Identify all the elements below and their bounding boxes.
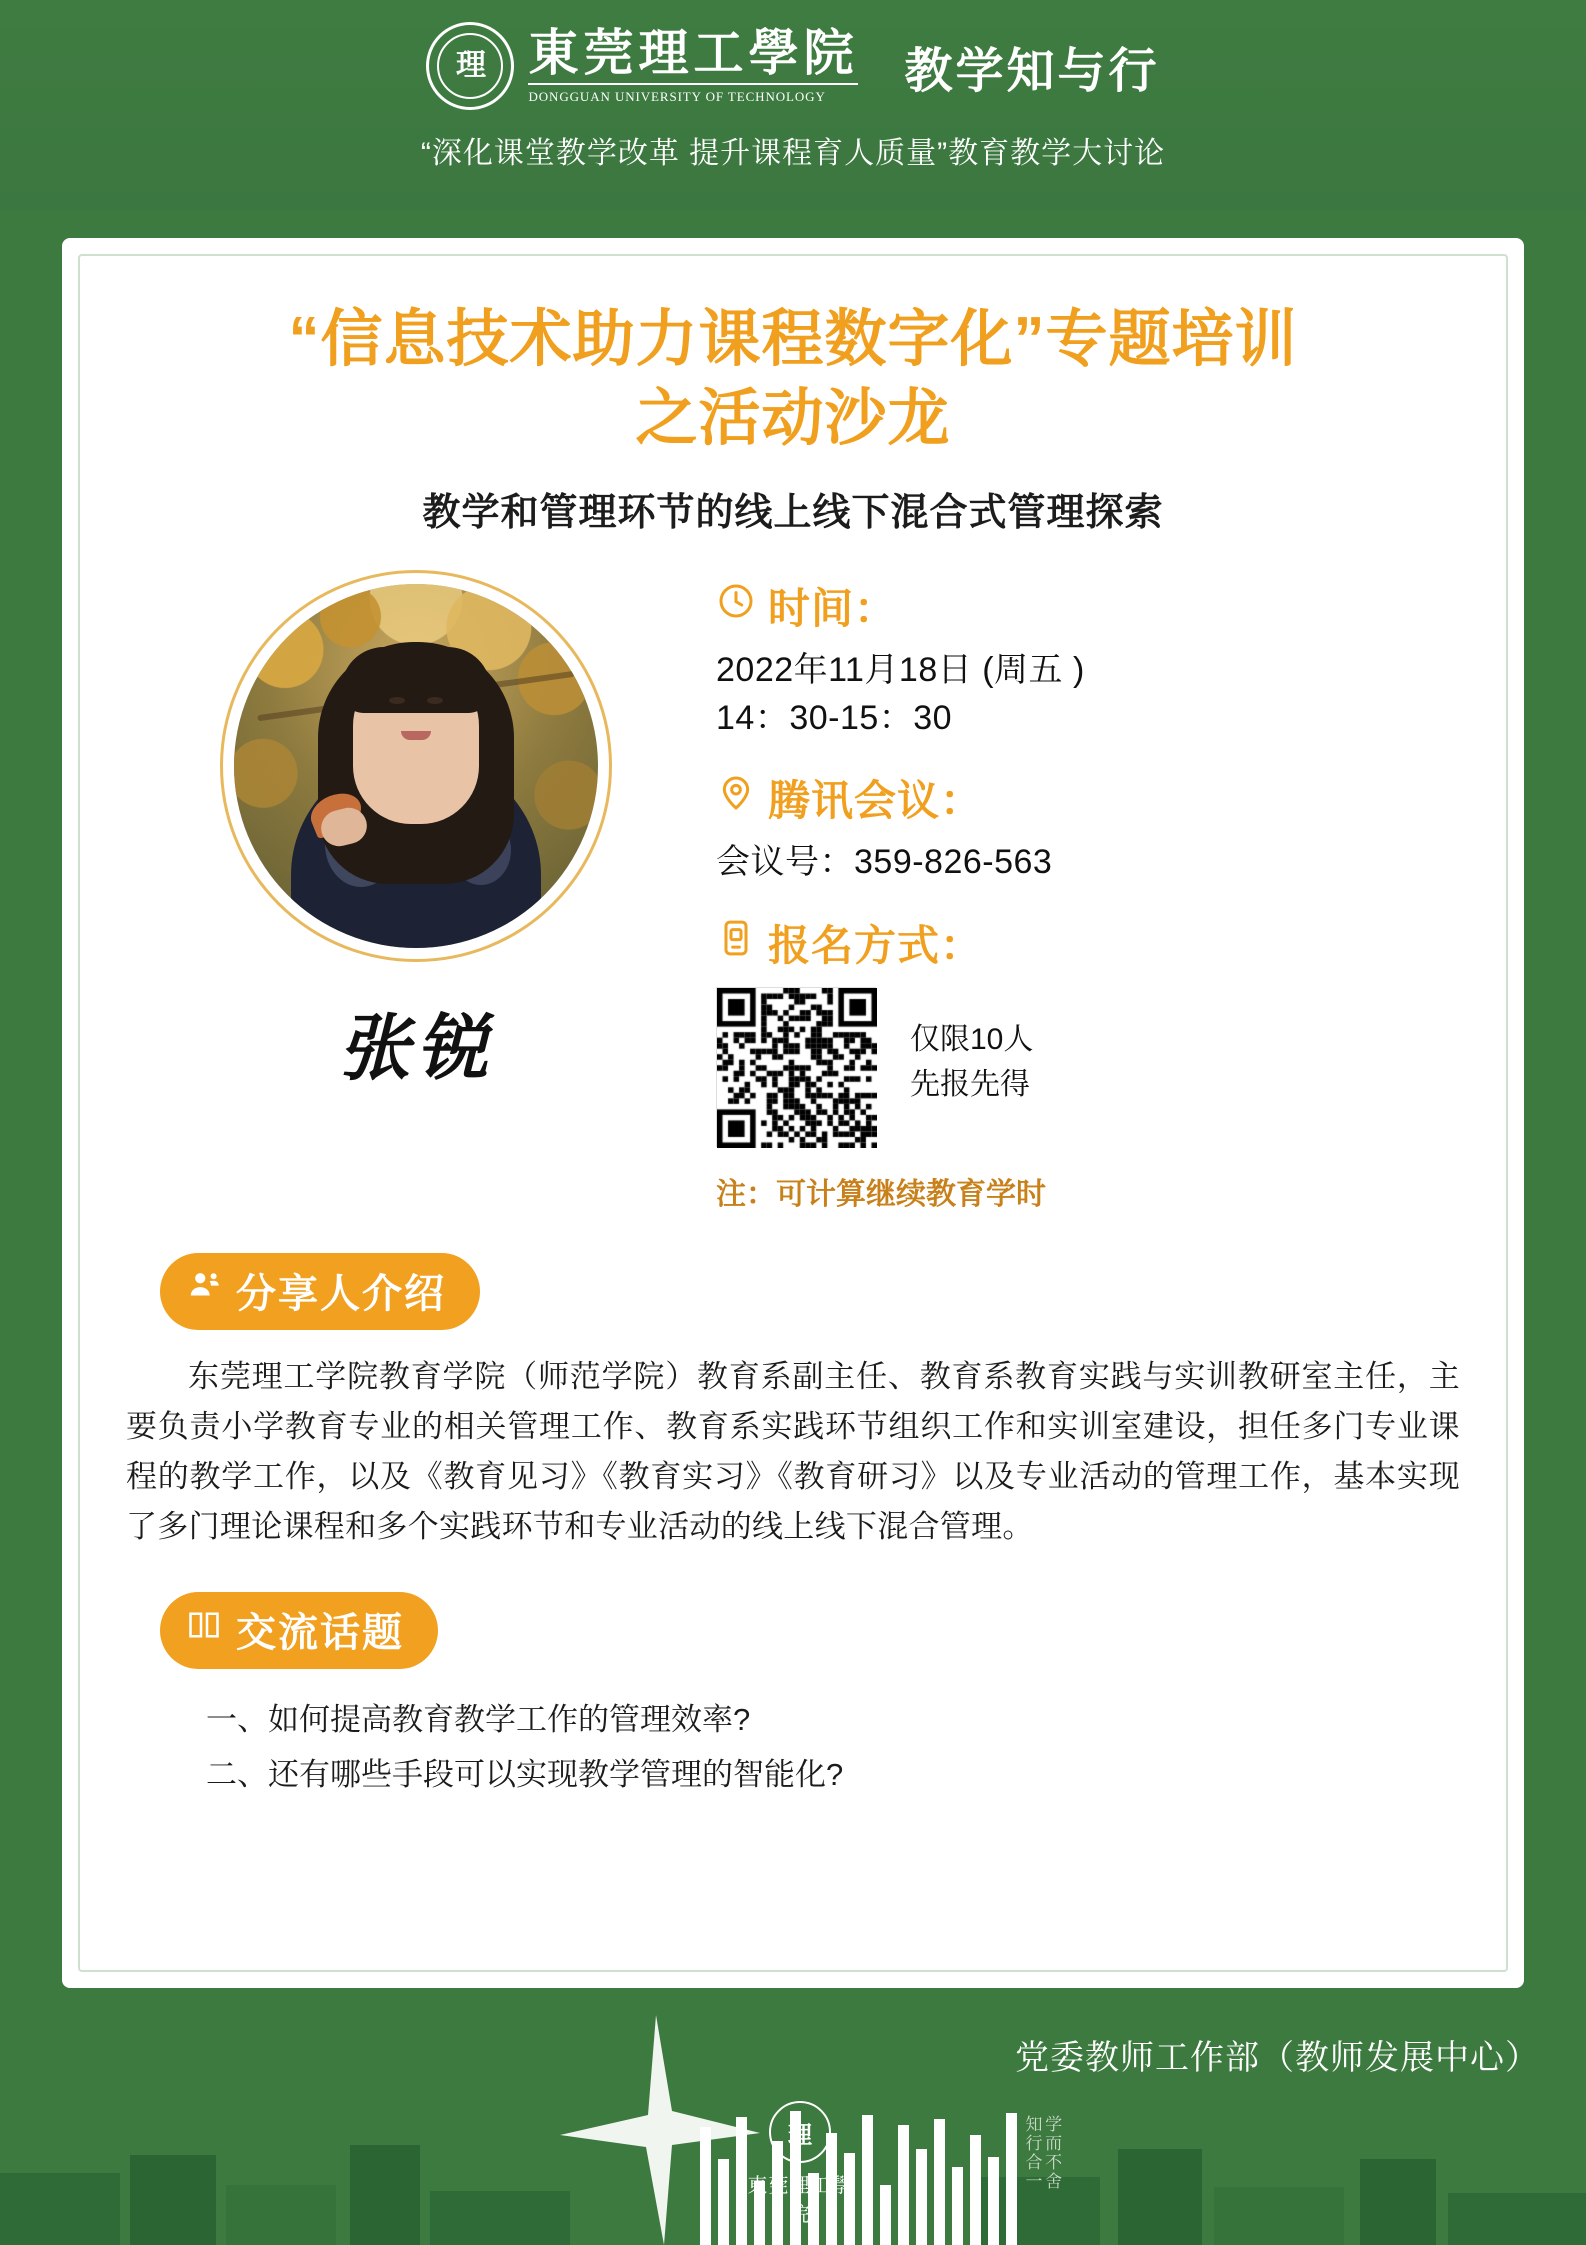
list-item: 二、还有哪些手段可以实现教学管理的智能化? [206,1756,844,1792]
location-pin-icon [716,773,756,823]
clock-icon [716,581,756,631]
book-icon [186,1607,222,1653]
portrait-ring [220,570,612,962]
speaker-info-row [126,570,1460,1213]
poster-title-line1: “信息技术助力课程数字化”专题培训 [288,305,1298,374]
signup-row [716,987,1460,1147]
signup-qr-code[interactable] [716,987,876,1147]
university-logo [426,22,858,110]
university-name-cn: 東莞理工學院 [528,24,859,81]
intro-pill [160,1253,480,1330]
signup-note-line2: 先报先得 [910,1067,1030,1101]
speaker-name: 张锐 [337,1008,494,1089]
meeting-label: 腾讯会议： [768,777,984,825]
portrait-eye-left [389,697,405,704]
poster-subtitle: 教学和管理环节的线上线下混合式管理探索 [422,491,1164,534]
poster-title [126,300,1460,459]
footer-university-logo [740,2101,860,2227]
time-value-line2: 14：30-15：30 [716,698,953,737]
university-name-en: DONGGUAN UNIVERSITY OF TECHNOLOGY [528,83,858,105]
time-label-row [716,576,1460,636]
time-value [716,646,1460,743]
topics-list [126,1693,1460,1802]
topics-pill-wrap [126,1592,1460,1669]
mobile-phone-icon [716,918,756,968]
intro-section [126,1253,1460,1553]
footer-seal-icon: 理 [769,2101,831,2163]
event-info-block [706,570,1460,1213]
person-share-icon [186,1267,222,1313]
university-seal-icon [426,22,514,110]
meeting-label-row [716,768,1460,828]
topics-section [126,1592,1460,1802]
intro-pill-wrap [126,1253,1460,1330]
list-item: 一、如何提高教育教学工作的管理效率? [206,1702,751,1738]
meeting-value: 会议号：359-826-563 [716,843,1053,882]
time-value-line1: 2022年11月18日 (周五 ) [716,650,1085,689]
portrait-fringe [341,647,491,713]
poster-title-line2: 之活动沙龙 [635,384,951,454]
footer-department: 党委教师工作部（教师发展中心） [1015,2039,1540,2077]
speaker-portrait [234,584,598,948]
topics-pill-label: 交流话题 [236,1611,404,1656]
intro-pill-label: 分享人介绍 [236,1271,446,1316]
header-top-row [426,22,1159,110]
signup-note [910,987,1033,1107]
topics-pill [160,1592,438,1669]
poster-header [0,0,1586,210]
intro-paragraph: 东莞理工学院教育学院（师范学院）教育系副主任、教育系教育实践与实训教研室主任，主要负责小学教育专业的相关管理工作、教育系实践环节组织工作和实训室建设，担任多门专业课程的教学工作，以及《教育见习》《教育实习》《教育研习》以及专业活动的管理工作，基本实现了多门理论课程和多个实践环节和专业活动的线上线下混合管理。 [126,1358,1460,1545]
signup-label-row [716,913,1460,973]
portrait-eye-right [427,697,443,704]
portrait-mouth [401,731,431,740]
qr-canvas [717,988,877,1148]
header-subtitle: “深化课堂教学改革 提升课程育人质量”教育教学大讨论 [420,137,1166,170]
footer-logo-name: 東莞理工學院 [747,2175,853,2226]
time-label: 时间： [768,584,898,632]
speaker-block [126,570,706,1213]
poster-card-inner [78,254,1508,1972]
seal-char: 理 [437,33,503,99]
header-slogan: 教学知与行 [904,44,1160,98]
signup-label: 报名方式： [768,921,984,969]
poster-footer [0,1988,1586,2245]
signup-note-line1: 仅限10人 [910,1022,1034,1056]
credit-note: 注：可计算继续教育学时 [716,1177,1046,1211]
university-wordmark [528,24,859,106]
poster-card [62,238,1524,1988]
footer-motto: 学而不舍 知行合一 [1022,2115,1062,2191]
